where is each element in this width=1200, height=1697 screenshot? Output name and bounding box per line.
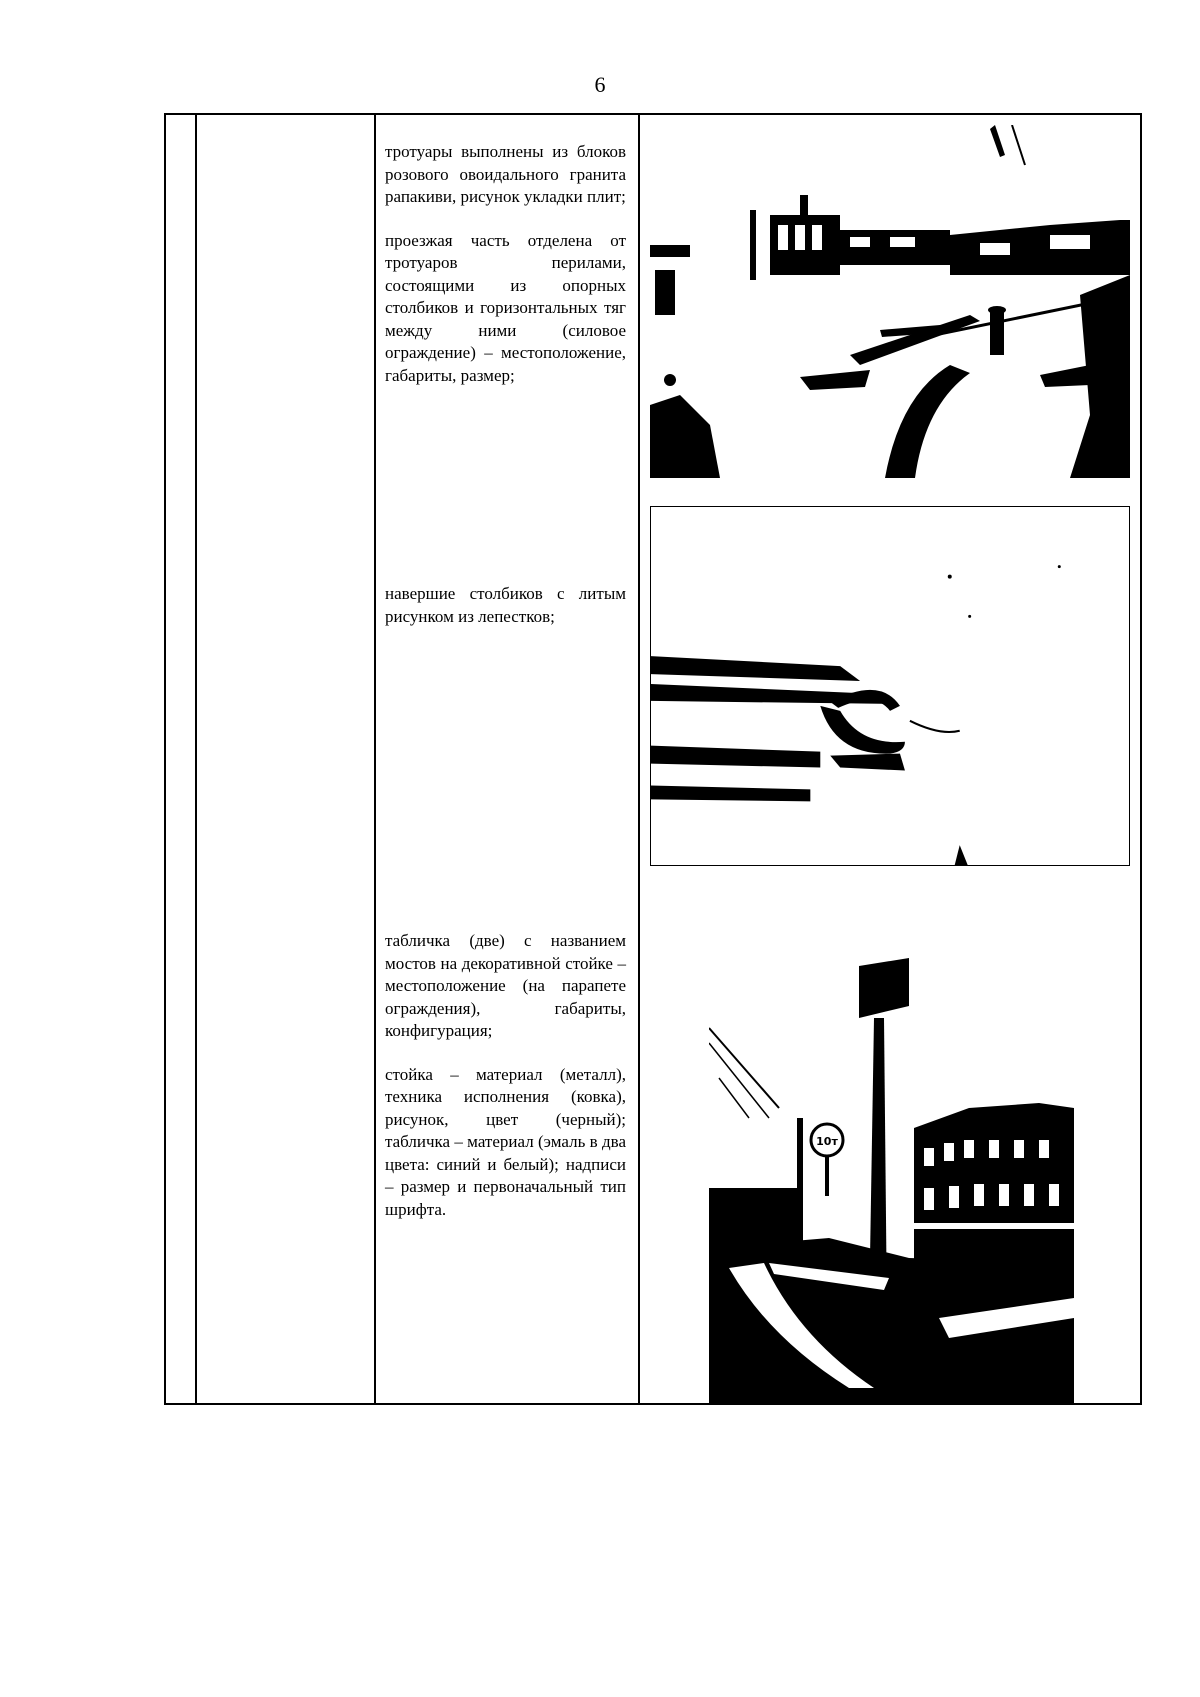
description-block	[385, 930, 626, 1221]
page-number: 6	[594, 72, 606, 97]
speed-sign-text: 10т	[816, 1135, 838, 1148]
description-paragraph: табличка (две) с названием мостов на декоративной стойке – местоположение (на парапете ограждения), габариты, конфигурация;	[385, 931, 626, 1040]
description-block	[385, 583, 626, 628]
description-paragraph: тротуары выполнены из блоков розового овоидального гранита рапакиви, рисунок укладки плит;	[385, 142, 626, 206]
column-divider	[374, 113, 376, 1403]
description-paragraph: проезжая часть отделена от тротуаров перилами, состоящими из опорных столбиков и горизонтальных тяг между ними (силовое ограждение) – местоположение, габариты, размер;	[385, 230, 626, 385]
description-paragraph: стойка – материал (металл), техника исполнения (ковка), рисунок, цвет (черный); табличка – материал (эмаль в два цвета: синий и белый); надписи – размер и первоначальный тип шрифта.	[385, 1064, 626, 1219]
post-finial-photo	[650, 506, 1130, 866]
column-divider	[195, 113, 197, 1403]
bridge-sign-photo	[709, 918, 1074, 1403]
description-paragraph: навершие столбиков с литым рисунком из лепестков;	[385, 584, 626, 626]
sidewalk-railing-photo	[650, 125, 1130, 478]
description-block	[385, 141, 626, 387]
column-divider	[638, 113, 640, 1403]
